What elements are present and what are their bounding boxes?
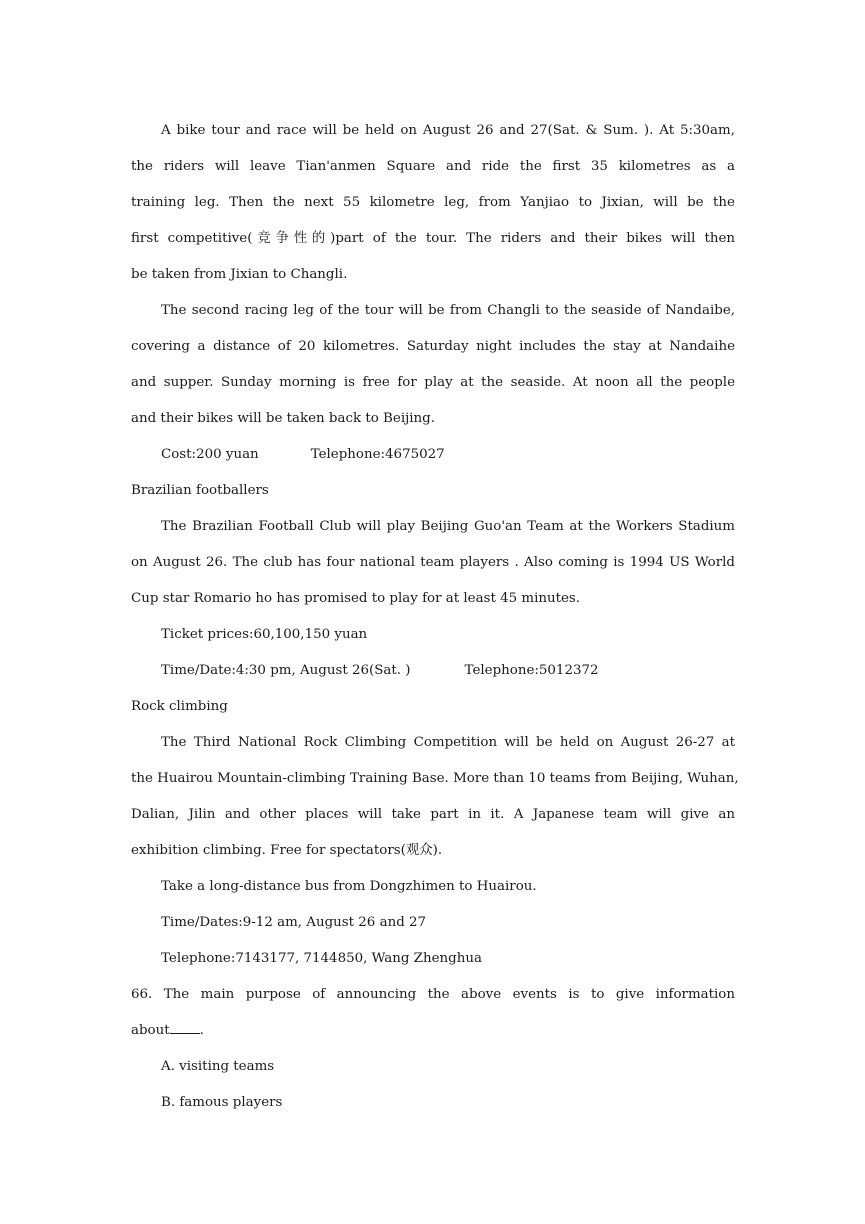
- text-line: Dalian, Jilin and other places will take part in it. A Japanese team will give an: [131, 807, 735, 822]
- text-line: on August 26. The club has four national team players . Also coming is 1994 US World: [131, 555, 735, 570]
- football-telephone: Telephone:5012372: [464, 663, 599, 678]
- bike-tour-contact: [131, 437, 735, 473]
- football-tickets: Ticket prices:60,100,150 yuan: [161, 627, 368, 642]
- text-line: the Huairou Mountain-climbing Training Base. More than 10 teams from Beijing, Wuhan,: [131, 771, 739, 786]
- football-heading: Brazilian footballers: [131, 483, 269, 498]
- document-page: [131, 113, 739, 1121]
- text-line: covering a distance of 20 kilometres. Saturday night includes the stay at Nandaihe: [131, 339, 735, 354]
- text-line: Cup star Romario ho has promised to play for at least 45 minutes.: [131, 591, 581, 606]
- option-b: B. famous players: [161, 1095, 283, 1110]
- text-line: training leg. Then the next 55 kilometre leg, from Yanjiao to Jixian, will be the: [131, 195, 735, 210]
- text-line: exhibition climbing. Free for spectators(观众).: [131, 843, 443, 858]
- answer-blank: [170, 1021, 200, 1034]
- option-a: A. visiting teams: [161, 1059, 275, 1074]
- text-line: The second racing leg of the tour will be from Changli to the seaside of Nandaibe,: [161, 303, 735, 318]
- question-suffix: .: [199, 1023, 204, 1038]
- text-line: be taken from Jixian to Changli.: [131, 267, 348, 282]
- text-line: the riders will leave Tian'anmen Square and ride the first 35 kilometres as a: [131, 159, 735, 174]
- rock-time: Time/Dates:9-12 am, August 26 and 27: [161, 915, 427, 930]
- football-paragraph: [131, 509, 735, 617]
- rock-heading: Rock climbing: [131, 699, 228, 714]
- football-time: Time/Date:4:30 pm, August 26(Sat. ): [161, 663, 411, 678]
- question-66: [131, 977, 735, 1121]
- bike-tour-cost: Cost:200 yuan: [161, 447, 259, 462]
- question-prefix: about: [131, 1023, 170, 1038]
- text-line: and their bikes will be taken back to Beijing.: [131, 411, 435, 426]
- bike-tour-paragraph-1: [131, 113, 735, 293]
- question-stem: 66. The main purpose of announcing the above events is to give information: [131, 987, 735, 1002]
- rock-paragraph: [131, 725, 739, 869]
- text-line: A bike tour and race will be held on August 26 and 27(Sat. & Sum. ). At 5:30am,: [161, 123, 735, 138]
- bike-tour-paragraph-2: [131, 293, 735, 437]
- bike-tour-telephone: Telephone:4675027: [310, 447, 445, 462]
- text-line: first competitive(竞争性的)part of the tour. The riders and their bikes will then: [131, 231, 735, 246]
- text-line: The Third National Rock Climbing Competition will be held on August 26-27 at: [161, 735, 735, 750]
- text-line: The Brazilian Football Club will play Beijing Guo'an Team at the Workers Stadium: [161, 519, 735, 534]
- rock-bus: Take a long-distance bus from Dongzhimen to Huairou.: [161, 879, 537, 894]
- text-line: and supper. Sunday morning is free for play at the seaside. At noon all the people: [131, 375, 735, 390]
- rock-telephone: Telephone:7143177, 7144850, Wang Zhenghua: [161, 951, 482, 966]
- football-time-contact: [131, 653, 735, 689]
- question-stem-continued: [131, 1013, 735, 1049]
